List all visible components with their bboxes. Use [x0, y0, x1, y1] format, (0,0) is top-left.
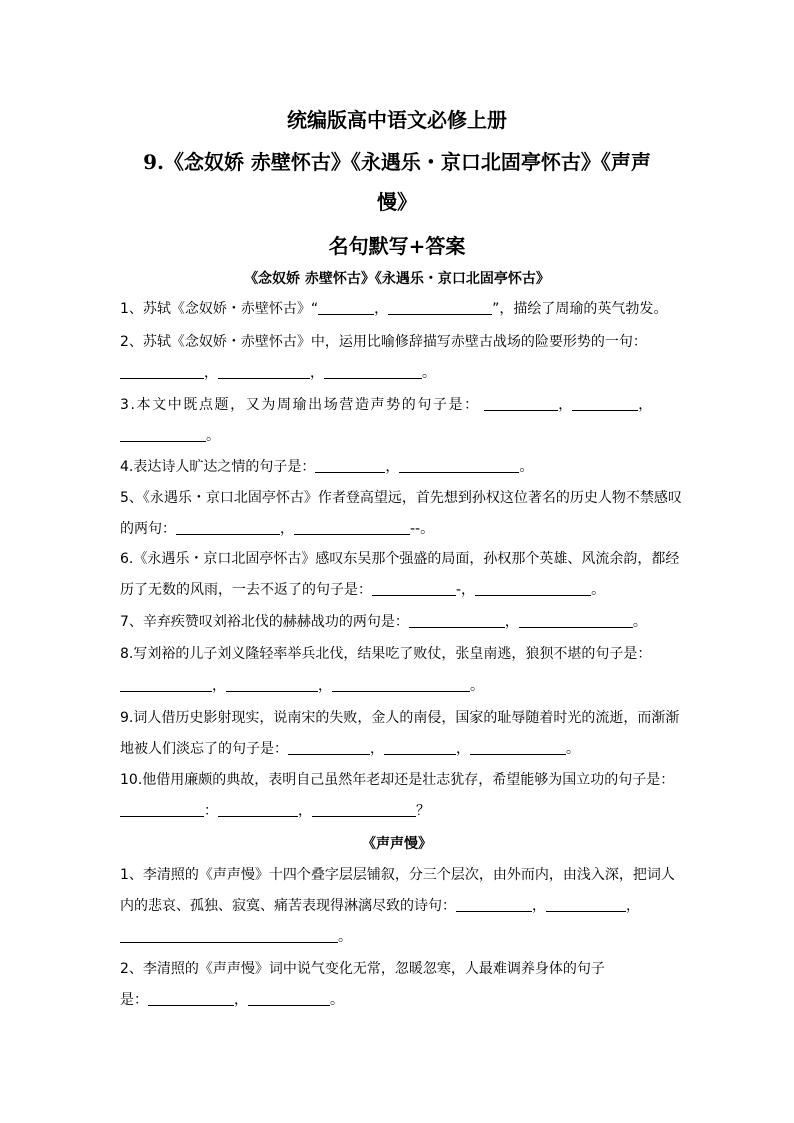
answer-blank[interactable]: [120, 677, 212, 692]
answer-blank[interactable]: [372, 581, 456, 596]
answer-blank[interactable]: [218, 802, 298, 817]
answer-blank[interactable]: [484, 396, 558, 411]
question-s2-1-cont: 内的悲哀、孤独、寂寞、痛苦表现得淋漓尽致的诗句： ， ，: [120, 898, 640, 914]
worksheet-subtitle: 名句默写+答案: [328, 234, 466, 258]
question-3-cont: 。: [120, 427, 680, 446]
answer-blank[interactable]: [456, 897, 532, 912]
question-5-cont: 的两句： ， --。: [120, 521, 435, 537]
question-5: 5、《永遇乐・京口北固亭怀古》作者登高望远，首先想到孙权这位著名的历史人物不禁感叹: [120, 490, 682, 506]
question-6: 6.《永遇乐・京口北固亭怀古》感叹东吴那个强盛的局面，孙权那个英雄、风流余韵，都经: [120, 551, 680, 567]
question-10-blanks: ： ， ？: [120, 802, 680, 821]
answer-blank[interactable]: [120, 364, 204, 379]
answer-blank[interactable]: [409, 613, 505, 628]
question-s2-2: 2、李清照的《声声慢》词中说气变化无常，忽暖忽寒，人最难调养身体的句子: [120, 961, 605, 977]
question-1: 1、苏轼《念奴娇・赤壁怀古》“ ， ”，描绘了周瑜的英气勃发。: [120, 301, 668, 317]
answer-blank[interactable]: [120, 427, 206, 442]
answer-blank[interactable]: [248, 991, 330, 1006]
question-s2-1: 1、李清照的《声声慢》十四个叠字层层铺叙，分三个层次，由外而内，由浅入深，把词人: [120, 867, 675, 883]
question-s2-1-cont2: 。: [120, 928, 680, 947]
question-9-cont: 地被人们淡忘了的句子是： ， ， 。: [120, 741, 580, 757]
answer-blank[interactable]: [388, 300, 492, 315]
section-heading-1: 《念奴娇 赤壁怀古》《永遇乐・京口北固亭怀古》: [244, 271, 550, 287]
question-s2-2-cont: 是： ， 。: [120, 992, 344, 1008]
lesson-title-line1: 9.《念奴娇 赤壁怀古》《永遇乐・京口北固亭怀古》《声声: [143, 150, 651, 174]
answer-blank[interactable]: [546, 897, 626, 912]
question-3: 3.本文中既点题，又为周瑜出场营造声势的句子是： ， ，: [120, 397, 653, 413]
answer-blank[interactable]: [315, 458, 385, 473]
answer-blank[interactable]: [120, 802, 204, 817]
answer-blank[interactable]: [148, 991, 234, 1006]
answer-blank[interactable]: [324, 364, 422, 379]
question-2-blanks: ， ， 。: [120, 364, 680, 383]
answer-blank[interactable]: [294, 520, 410, 535]
answer-blank[interactable]: [120, 928, 338, 943]
question-8: 8.写刘裕的儿子刘义隆轻率举兵北伐，结果吃了败仗，张皇南逃，狼狈不堪的句子是：: [120, 646, 652, 662]
answer-blank[interactable]: [572, 396, 638, 411]
answer-blank[interactable]: [519, 613, 633, 628]
answer-blank[interactable]: [470, 740, 566, 755]
question-9: 9.词人借历史影射现实，说南宋的失败，金人的南侵，国家的耻辱随着时光的流逝，而渐渐: [120, 710, 680, 726]
answer-blank[interactable]: [332, 677, 470, 692]
question-4: 4.表达诗人旷达之情的句子是： ， 。: [120, 459, 534, 475]
question-6-cont: 历了无数的风雨，一去不返了的句子是： -， 。: [120, 582, 606, 598]
answer-blank[interactable]: [475, 581, 591, 596]
document-title: 统编版高中语文必修上册: [287, 108, 507, 132]
answer-blank[interactable]: [176, 520, 280, 535]
section-heading-2: 《声声慢》: [362, 836, 432, 852]
answer-blank[interactable]: [399, 458, 519, 473]
lesson-title-line2: 慢》: [377, 190, 417, 214]
answer-blank[interactable]: [384, 740, 456, 755]
question-2: 2、苏轼《念奴娇・赤壁怀古》中，运用比喻修辞描写赤壁古战场的险要形势的一句：: [120, 334, 647, 350]
answer-blank[interactable]: [218, 364, 310, 379]
answer-blank[interactable]: [288, 740, 370, 755]
question-7: 7、辛弃疾赞叹刘裕北伐的赫赫战功的两句是： ， 。: [120, 614, 647, 630]
answer-blank[interactable]: [226, 677, 318, 692]
question-10: 10.他借用廉颇的典故，表明自己虽然年老却还是壮志犹存，希望能够为国立功的句子是：: [120, 772, 675, 788]
answer-blank[interactable]: [312, 802, 416, 817]
question-8-blanks: ， ， 。: [120, 677, 680, 696]
answer-blank[interactable]: [318, 300, 374, 315]
